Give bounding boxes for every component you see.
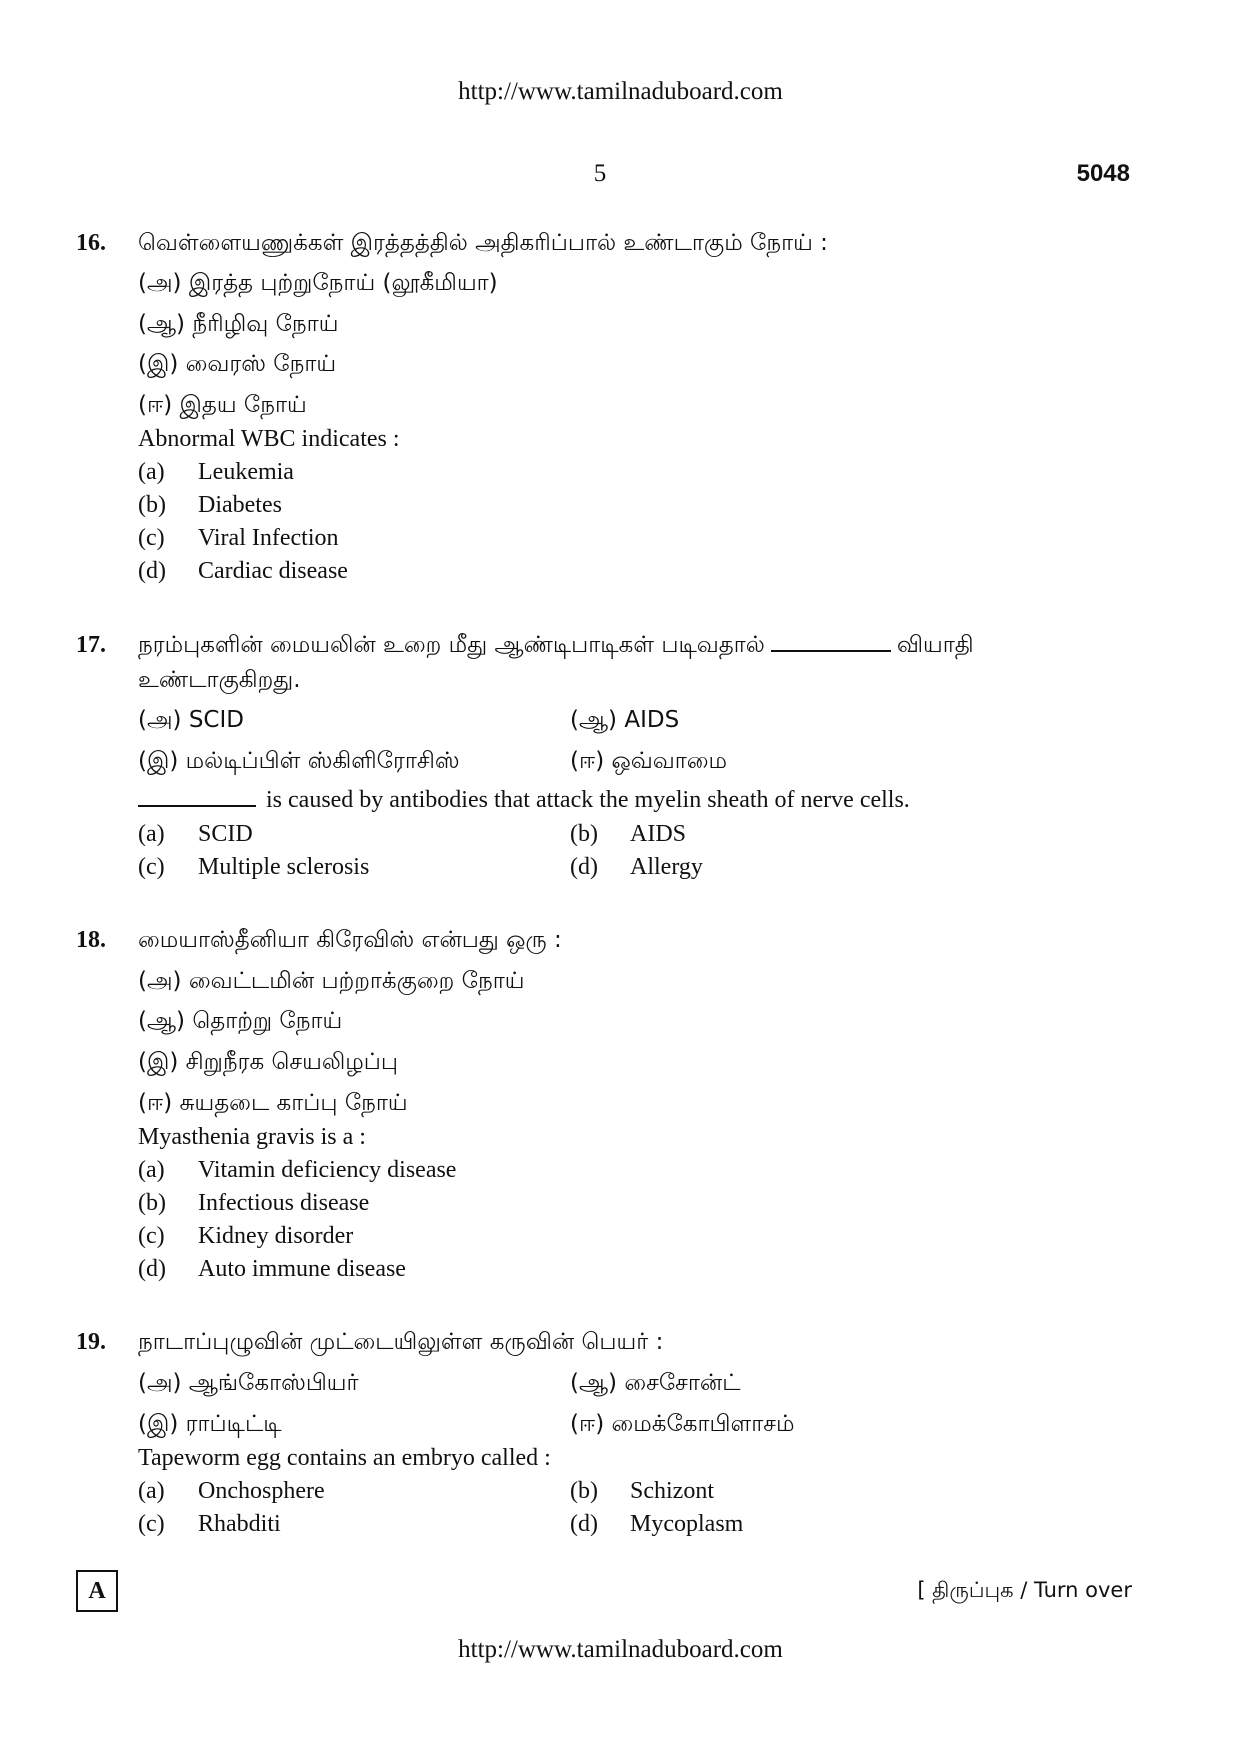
question-17-option-a: (a) SCID [138,821,253,847]
question-19-tamil-option-b: (ஆ) சைசோன்ட் [570,1370,741,1396]
question-18-tamil: மையாஸ்தீனியா கிரேவிஸ் என்பது ஒரு : [138,927,562,953]
question-19-tamil-option-a: (அ) ஆங்கோஸ்பியர் [138,1370,359,1396]
question-18-tamil-option-c: (இ) சிறுநீரக செயலிழப்பு [138,1049,399,1075]
question-17-number: 17. [76,632,106,658]
question-17-option-c: (c) Multiple sclerosis [138,854,370,880]
question-19-option-c: (c) Rhabditi [138,1511,281,1537]
answer-blank [138,805,256,807]
question-18-option-c: (c) Kidney disorder [138,1223,354,1249]
question-18-option-b: (b) Infectious disease [138,1190,370,1216]
question-18-option-a: (a) Vitamin deficiency disease [138,1157,457,1183]
question-18-tamil-option-b: (ஆ) தொற்று நோய் [138,1008,343,1034]
question-17-tamil-line2: உண்டாகுகிறது. [138,667,301,693]
question-17-english: is caused by antibodies that attack the myelin sheath of nerve cells. [138,787,910,814]
question-16-english: Abnormal WBC indicates : [138,426,400,452]
question-16-number: 16. [76,230,106,256]
turn-over-note: [ திருப்புக / Turn over [917,1578,1132,1602]
question-17-tamil: நரம்புகளின் மையலின் உறை மீது ஆண்டிபாடிகள் படிவதால் வியாதி [138,632,974,658]
question-18-option-d: (d) Auto immune disease [138,1256,406,1282]
question-19-option-b: (b) Schizont [570,1478,714,1504]
paper-code: 5048 [1076,160,1130,187]
header-url[interactable]: http://www.tamilnaduboard.com [458,78,783,105]
question-19-option-d: (d) Mycoplasm [570,1511,744,1537]
question-16-option-a: (a) Leukemia [138,459,294,485]
answer-blank [771,650,891,652]
question-19-tamil-option-d: (ஈ) மைக்கோபிளாசம் [570,1411,795,1437]
question-17-tamil-option-c: (இ) மல்டிப்பிள் ஸ்கிளிரோசிஸ் [138,748,460,774]
question-16-tamil: வெள்ளையணுக்கள் இரத்தத்தில் அதிகரிப்பால் உண்டாகும் நோய் : [138,230,828,256]
question-19-english: Tapeworm egg contains an embryo called : [138,1445,551,1471]
question-17-tamil-option-b: (ஆ) AIDS [570,707,680,733]
question-16-option-c: (c) Viral Infection [138,525,339,551]
question-19-number: 19. [76,1329,106,1355]
section-label-box: A [76,1570,118,1612]
question-17-tamil-option-d: (ஈ) ஒவ்வாமை [570,748,728,774]
question-16-option-b: (b) Diabetes [138,492,282,518]
question-16-option-d: (d) Cardiac disease [138,558,348,584]
question-18-number: 18. [76,927,106,953]
question-18-english: Myasthenia gravis is a : [138,1124,366,1150]
question-16-tamil-option-a: (அ) இரத்த புற்றுநோய் (லூகீமியா) [138,270,498,296]
question-17-option-b: (b) AIDS [570,821,687,847]
question-19-option-a: (a) Onchosphere [138,1478,325,1504]
question-17-tamil-option-a: (அ) SCID [138,707,244,733]
page-number: 5 [593,160,607,187]
question-19-tamil-option-c: (இ) ராப்டிட்டி [138,1411,282,1437]
question-16-tamil-option-b: (ஆ) நீரிழிவு நோய் [138,311,339,337]
footer-url[interactable]: http://www.tamilnaduboard.com [458,1636,783,1663]
question-18-tamil-option-a: (அ) வைட்டமின் பற்றாக்குறை நோய் [138,968,525,994]
question-16-tamil-option-c: (இ) வைரஸ் நோய் [138,351,337,377]
question-19-tamil: நாடாப்புழுவின் முட்டையிலுள்ள கருவின் பெயர் : [138,1329,664,1355]
question-18-tamil-option-d: (ஈ) சுயதடை காப்பு நோய் [138,1090,408,1116]
question-17-option-d: (d) Allergy [570,854,703,880]
question-16-tamil-option-d: (ஈ) இதய நோய் [138,392,307,418]
